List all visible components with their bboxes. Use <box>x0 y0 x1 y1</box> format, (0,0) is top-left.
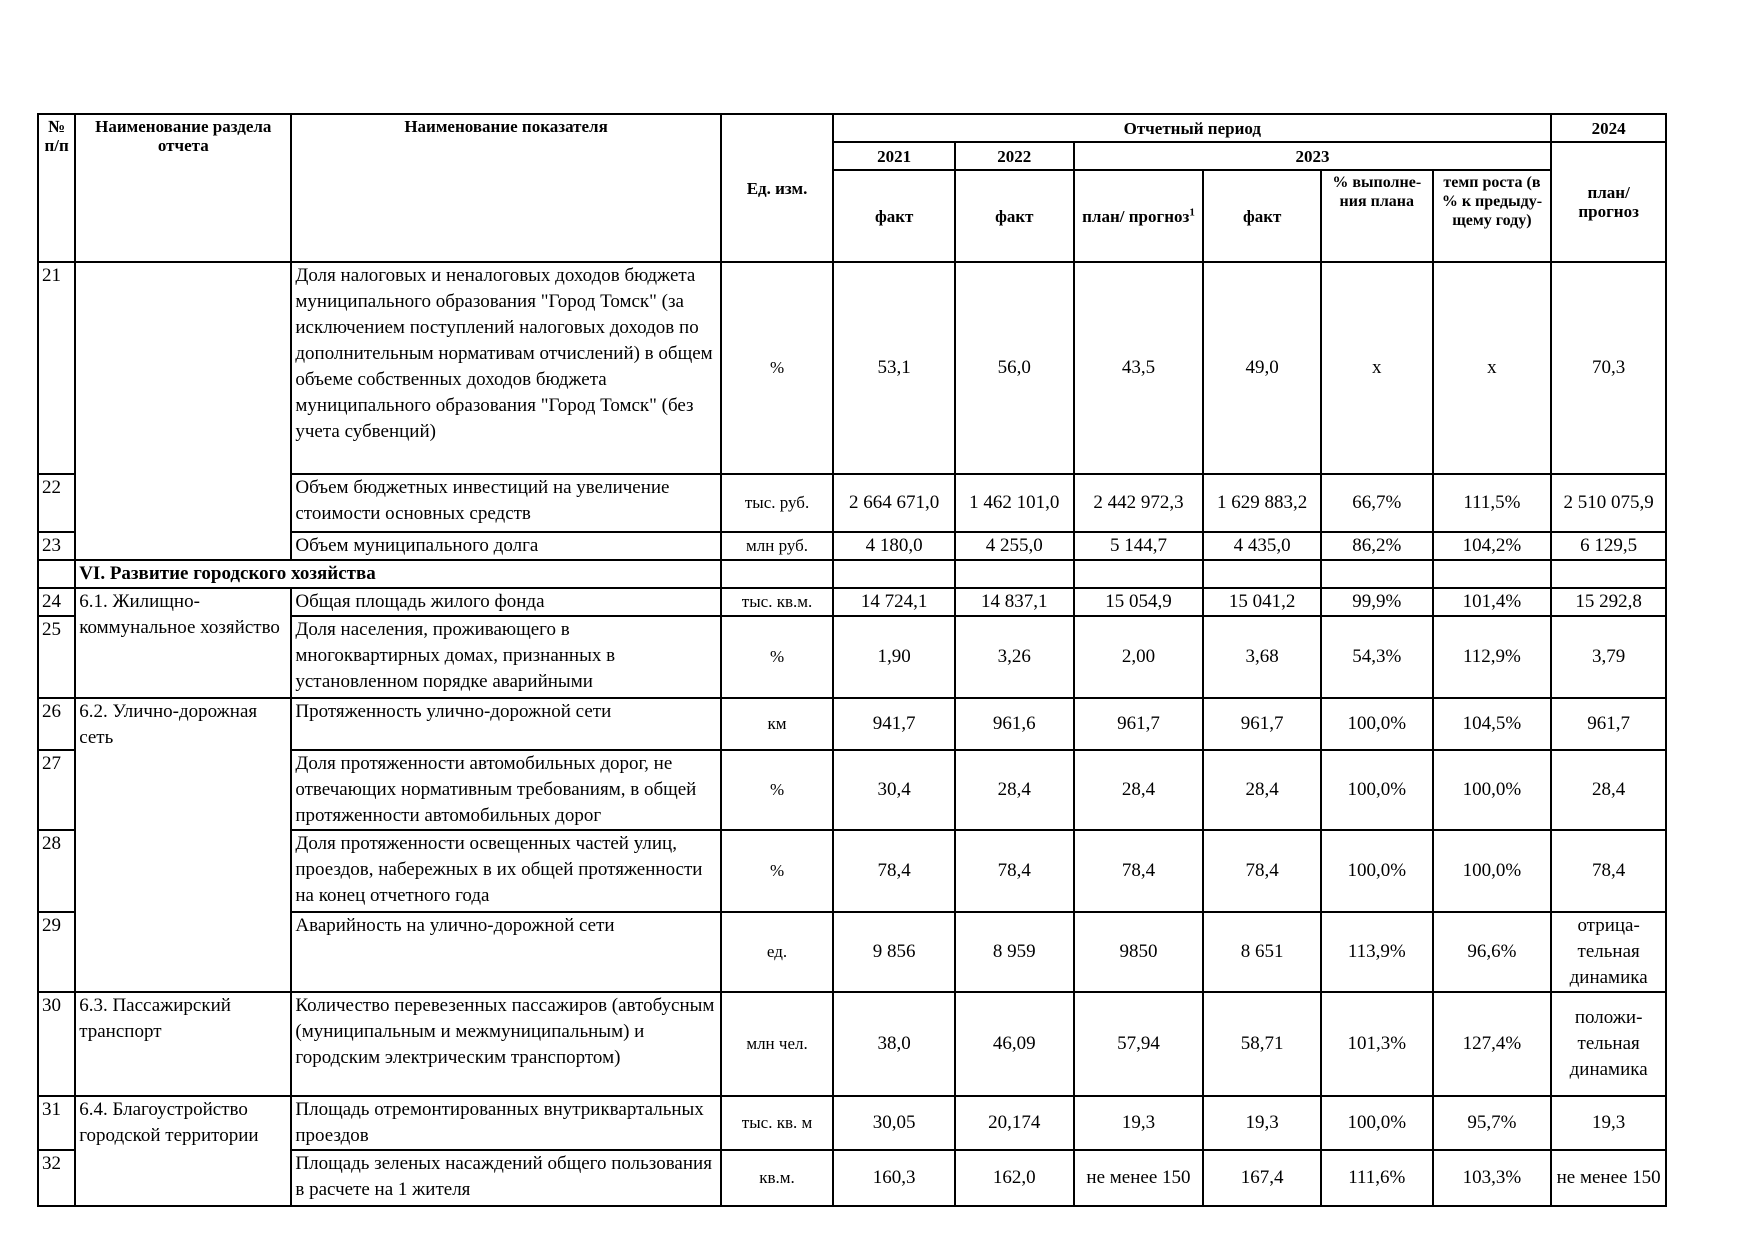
cell-fact-2023: 8 651 <box>1203 912 1321 992</box>
footnote-marker: 1 <box>1189 205 1195 218</box>
row-indicator: Объем муниципального долга <box>291 532 720 560</box>
row-indicator: Протяженность улично-дорожной сети <box>291 698 720 750</box>
row-unit: % <box>721 830 834 912</box>
cell-plan-2024: 2 510 075,9 <box>1551 474 1666 532</box>
cell-fact-2022: 4 255,0 <box>955 532 1074 560</box>
header-row-1 <box>38 114 1666 142</box>
cell-plan-2024: отрица- тельная динамика <box>1551 912 1666 992</box>
cell-fact-2023: 78,4 <box>1203 830 1321 912</box>
row-num: 30 <box>38 992 75 1096</box>
section-empty-cell <box>1203 560 1321 588</box>
cell-fact-2023: 28,4 <box>1203 750 1321 830</box>
header-year-2024: 2024 <box>1551 114 1666 142</box>
cell-fact-2022: 162,0 <box>955 1150 1074 1206</box>
row-unit: тыс. кв.м. <box>721 588 834 616</box>
row-indicator: Объем бюджетных инвестиций на увеличение стоимости основных средств <box>291 474 720 532</box>
cell-fact-2021: 78,4 <box>833 830 955 912</box>
section-empty-cell <box>1551 560 1666 588</box>
cell-growth: 100,0% <box>1433 750 1552 830</box>
cell-pct-plan: 100,0% <box>1321 1096 1433 1150</box>
cell-pct-plan: 100,0% <box>1321 750 1433 830</box>
cell-growth: 104,5% <box>1433 698 1552 750</box>
cell-fact-2022: 46,09 <box>955 992 1074 1096</box>
section-empty-cell <box>1074 560 1204 588</box>
row-section-empty <box>75 262 291 560</box>
header-plan-2023-label: план/ прогноз <box>1082 206 1190 226</box>
cell-fact-2023: 1 629 883,2 <box>1203 474 1321 532</box>
cell-plan-2023: 5 144,7 <box>1074 532 1204 560</box>
section-row <box>38 560 1666 588</box>
cell-growth: 127,4% <box>1433 992 1552 1096</box>
table-row <box>38 992 1666 1096</box>
cell-fact-2021: 2 664 671,0 <box>833 474 955 532</box>
cell-growth: х <box>1433 262 1552 474</box>
cell-pct-plan: 100,0% <box>1321 698 1433 750</box>
section-title: VI. Развитие городского хозяйства <box>75 560 721 588</box>
section-empty-cell <box>955 560 1074 588</box>
cell-plan-2023: 19,3 <box>1074 1096 1204 1150</box>
row-indicator: Площадь отремонтированных внутриквартальных проездов <box>291 1096 720 1150</box>
header-year-2023: 2023 <box>1074 142 1552 170</box>
table-row <box>38 588 1666 616</box>
row-unit: % <box>721 750 834 830</box>
row-num: 23 <box>38 532 75 560</box>
table-row <box>38 1096 1666 1150</box>
cell-fact-2022: 20,174 <box>955 1096 1074 1150</box>
cell-pct-plan: 99,9% <box>1321 588 1433 616</box>
row-num: 28 <box>38 830 75 912</box>
row-unit: % <box>721 616 834 698</box>
cell-fact-2021: 941,7 <box>833 698 955 750</box>
header-fact-2022: факт <box>955 170 1074 262</box>
cell-plan-2023: 43,5 <box>1074 262 1204 474</box>
cell-plan-2024: 78,4 <box>1551 830 1666 912</box>
table-row <box>38 262 1666 474</box>
header-year-2022: 2022 <box>955 142 1074 170</box>
cell-plan-2024: 19,3 <box>1551 1096 1666 1150</box>
cell-fact-2022: 56,0 <box>955 262 1074 474</box>
cell-fact-2023: 4 435,0 <box>1203 532 1321 560</box>
row-unit: ед. <box>721 912 834 992</box>
cell-fact-2022: 14 837,1 <box>955 588 1074 616</box>
cell-pct-plan: 86,2% <box>1321 532 1433 560</box>
row-unit: тыс. кв. м <box>721 1096 834 1150</box>
cell-fact-2022: 78,4 <box>955 830 1074 912</box>
cell-fact-2021: 4 180,0 <box>833 532 955 560</box>
row-num: 27 <box>38 750 75 830</box>
cell-plan-2023: не менее 150 <box>1074 1150 1204 1206</box>
cell-pct-plan: 101,3% <box>1321 992 1433 1096</box>
header-reporting-period: Отчетный период <box>833 114 1551 142</box>
row-unit: % <box>721 262 834 474</box>
indicators-table <box>37 113 1667 1207</box>
cell-plan-2023: 57,94 <box>1074 992 1204 1096</box>
cell-pct-plan: 66,7% <box>1321 474 1433 532</box>
cell-plan-2024: 70,3 <box>1551 262 1666 474</box>
cell-fact-2023: 961,7 <box>1203 698 1321 750</box>
header-year-2021: 2021 <box>833 142 955 170</box>
row-indicator: Общая площадь жилого фонда <box>291 588 720 616</box>
row-num: 26 <box>38 698 75 750</box>
cell-plan-2024: 28,4 <box>1551 750 1666 830</box>
cell-fact-2023: 3,68 <box>1203 616 1321 698</box>
cell-plan-2023: 2 442 972,3 <box>1074 474 1204 532</box>
header-plan-2023 <box>1074 170 1204 262</box>
cell-fact-2022: 961,6 <box>955 698 1074 750</box>
cell-fact-2023: 58,71 <box>1203 992 1321 1096</box>
cell-plan-2024: 6 129,5 <box>1551 532 1666 560</box>
section-empty-cell <box>1321 560 1433 588</box>
cell-fact-2021: 14 724,1 <box>833 588 955 616</box>
row-num: 22 <box>38 474 75 532</box>
row-indicator: Аварийность на улично-дорожной сети <box>291 912 720 992</box>
cell-plan-2024: 961,7 <box>1551 698 1666 750</box>
cell-pct-plan: 113,9% <box>1321 912 1433 992</box>
row-indicator: Доля протяженности освещенных частей улиц, проездов, набережных в их общей протяженности на конец отчетного года <box>291 830 720 912</box>
cell-fact-2021: 160,3 <box>833 1150 955 1206</box>
cell-pct-plan: х <box>1321 262 1433 474</box>
row-num: 21 <box>38 262 75 474</box>
cell-fact-2023: 15 041,2 <box>1203 588 1321 616</box>
row-unit: тыс. руб. <box>721 474 834 532</box>
cell-plan-2024: 3,79 <box>1551 616 1666 698</box>
header-fact-2021: факт <box>833 170 955 262</box>
cell-growth: 101,4% <box>1433 588 1552 616</box>
table-row <box>38 698 1666 750</box>
row-indicator: Доля населения, проживающего в многоквартирных домах, признанных в установленном порядке аварийными <box>291 616 720 698</box>
row-num: 29 <box>38 912 75 992</box>
cell-pct-plan: 100,0% <box>1321 830 1433 912</box>
cell-fact-2023: 19,3 <box>1203 1096 1321 1150</box>
cell-plan-2024: положи- тельная динамика <box>1551 992 1666 1096</box>
cell-fact-2022: 3,26 <box>955 616 1074 698</box>
report-page <box>37 113 1667 1207</box>
section-num-empty <box>38 560 75 588</box>
section-empty-cell <box>721 560 834 588</box>
header-section: Наименование раздела отчета <box>75 114 291 262</box>
cell-plan-2024: не менее 150 <box>1551 1150 1666 1206</box>
cell-plan-2023: 961,7 <box>1074 698 1204 750</box>
cell-fact-2021: 30,4 <box>833 750 955 830</box>
row-section: 6.1. Жилищно- коммунальное хозяйство <box>75 588 291 698</box>
cell-pct-plan: 54,3% <box>1321 616 1433 698</box>
row-indicator: Доля протяженности автомобильных дорог, не отвечающих нормативным требованиям, в общей протяженности автомобильных дорог <box>291 750 720 830</box>
header-pct-plan: % выполне- ния плана <box>1321 170 1433 262</box>
row-unit: млн чел. <box>721 992 834 1096</box>
row-unit: млн руб. <box>721 532 834 560</box>
cell-fact-2023: 49,0 <box>1203 262 1321 474</box>
cell-growth: 104,2% <box>1433 532 1552 560</box>
cell-fact-2022: 28,4 <box>955 750 1074 830</box>
cell-growth: 96,6% <box>1433 912 1552 992</box>
row-section: 6.4. Благоустройство городской территории <box>75 1096 291 1206</box>
row-num: 24 <box>38 588 75 616</box>
row-section: 6.3. Пассажирский транспорт <box>75 992 291 1096</box>
row-indicator: Площадь зеленых насаждений общего пользования в расчете на 1 жителя <box>291 1150 720 1206</box>
section-empty-cell <box>1433 560 1552 588</box>
header-unit: Ед. изм. <box>721 114 834 262</box>
section-empty-cell <box>833 560 955 588</box>
cell-fact-2021: 38,0 <box>833 992 955 1096</box>
row-section: 6.2. Улично-дорожная сеть <box>75 698 291 992</box>
cell-pct-plan: 111,6% <box>1321 1150 1433 1206</box>
cell-growth: 95,7% <box>1433 1096 1552 1150</box>
cell-plan-2023: 9850 <box>1074 912 1204 992</box>
cell-plan-2023: 28,4 <box>1074 750 1204 830</box>
header-growth: темп роста (в % к предыду- щему году) <box>1433 170 1552 262</box>
cell-growth: 100,0% <box>1433 830 1552 912</box>
cell-fact-2021: 1,90 <box>833 616 955 698</box>
header-indicator: Наименование показателя <box>291 114 720 262</box>
cell-fact-2023: 167,4 <box>1203 1150 1321 1206</box>
row-indicator: Доля налоговых и неналоговых доходов бюджета муниципального образования "Город Томск" (за исключением поступлений налоговых доходов по дополнительным нормативам отчислений) в общем объеме собственных доходов бюджета муниципального образования "Город Томск" (без учета субвенций) <box>291 262 720 474</box>
cell-fact-2022: 8 959 <box>955 912 1074 992</box>
header-num: № п/п <box>38 114 75 262</box>
row-num: 31 <box>38 1096 75 1150</box>
cell-fact-2021: 53,1 <box>833 262 955 474</box>
row-indicator: Количество перевезенных пассажиров (автобусным (муниципальным и межмуниципальным) и городским электрическим транспортом) <box>291 992 720 1096</box>
header-fact-2023: факт <box>1203 170 1321 262</box>
row-num: 25 <box>38 616 75 698</box>
row-unit: кв.м. <box>721 1150 834 1206</box>
cell-plan-2024: 15 292,8 <box>1551 588 1666 616</box>
cell-fact-2021: 30,05 <box>833 1096 955 1150</box>
row-unit: км <box>721 698 834 750</box>
cell-plan-2023: 2,00 <box>1074 616 1204 698</box>
header-plan-2024: план/ прогноз <box>1551 142 1666 262</box>
row-num: 32 <box>38 1150 75 1206</box>
cell-plan-2023: 78,4 <box>1074 830 1204 912</box>
cell-growth: 103,3% <box>1433 1150 1552 1206</box>
cell-plan-2023: 15 054,9 <box>1074 588 1204 616</box>
cell-fact-2022: 1 462 101,0 <box>955 474 1074 532</box>
cell-fact-2021: 9 856 <box>833 912 955 992</box>
cell-growth: 111,5% <box>1433 474 1552 532</box>
cell-growth: 112,9% <box>1433 616 1552 698</box>
